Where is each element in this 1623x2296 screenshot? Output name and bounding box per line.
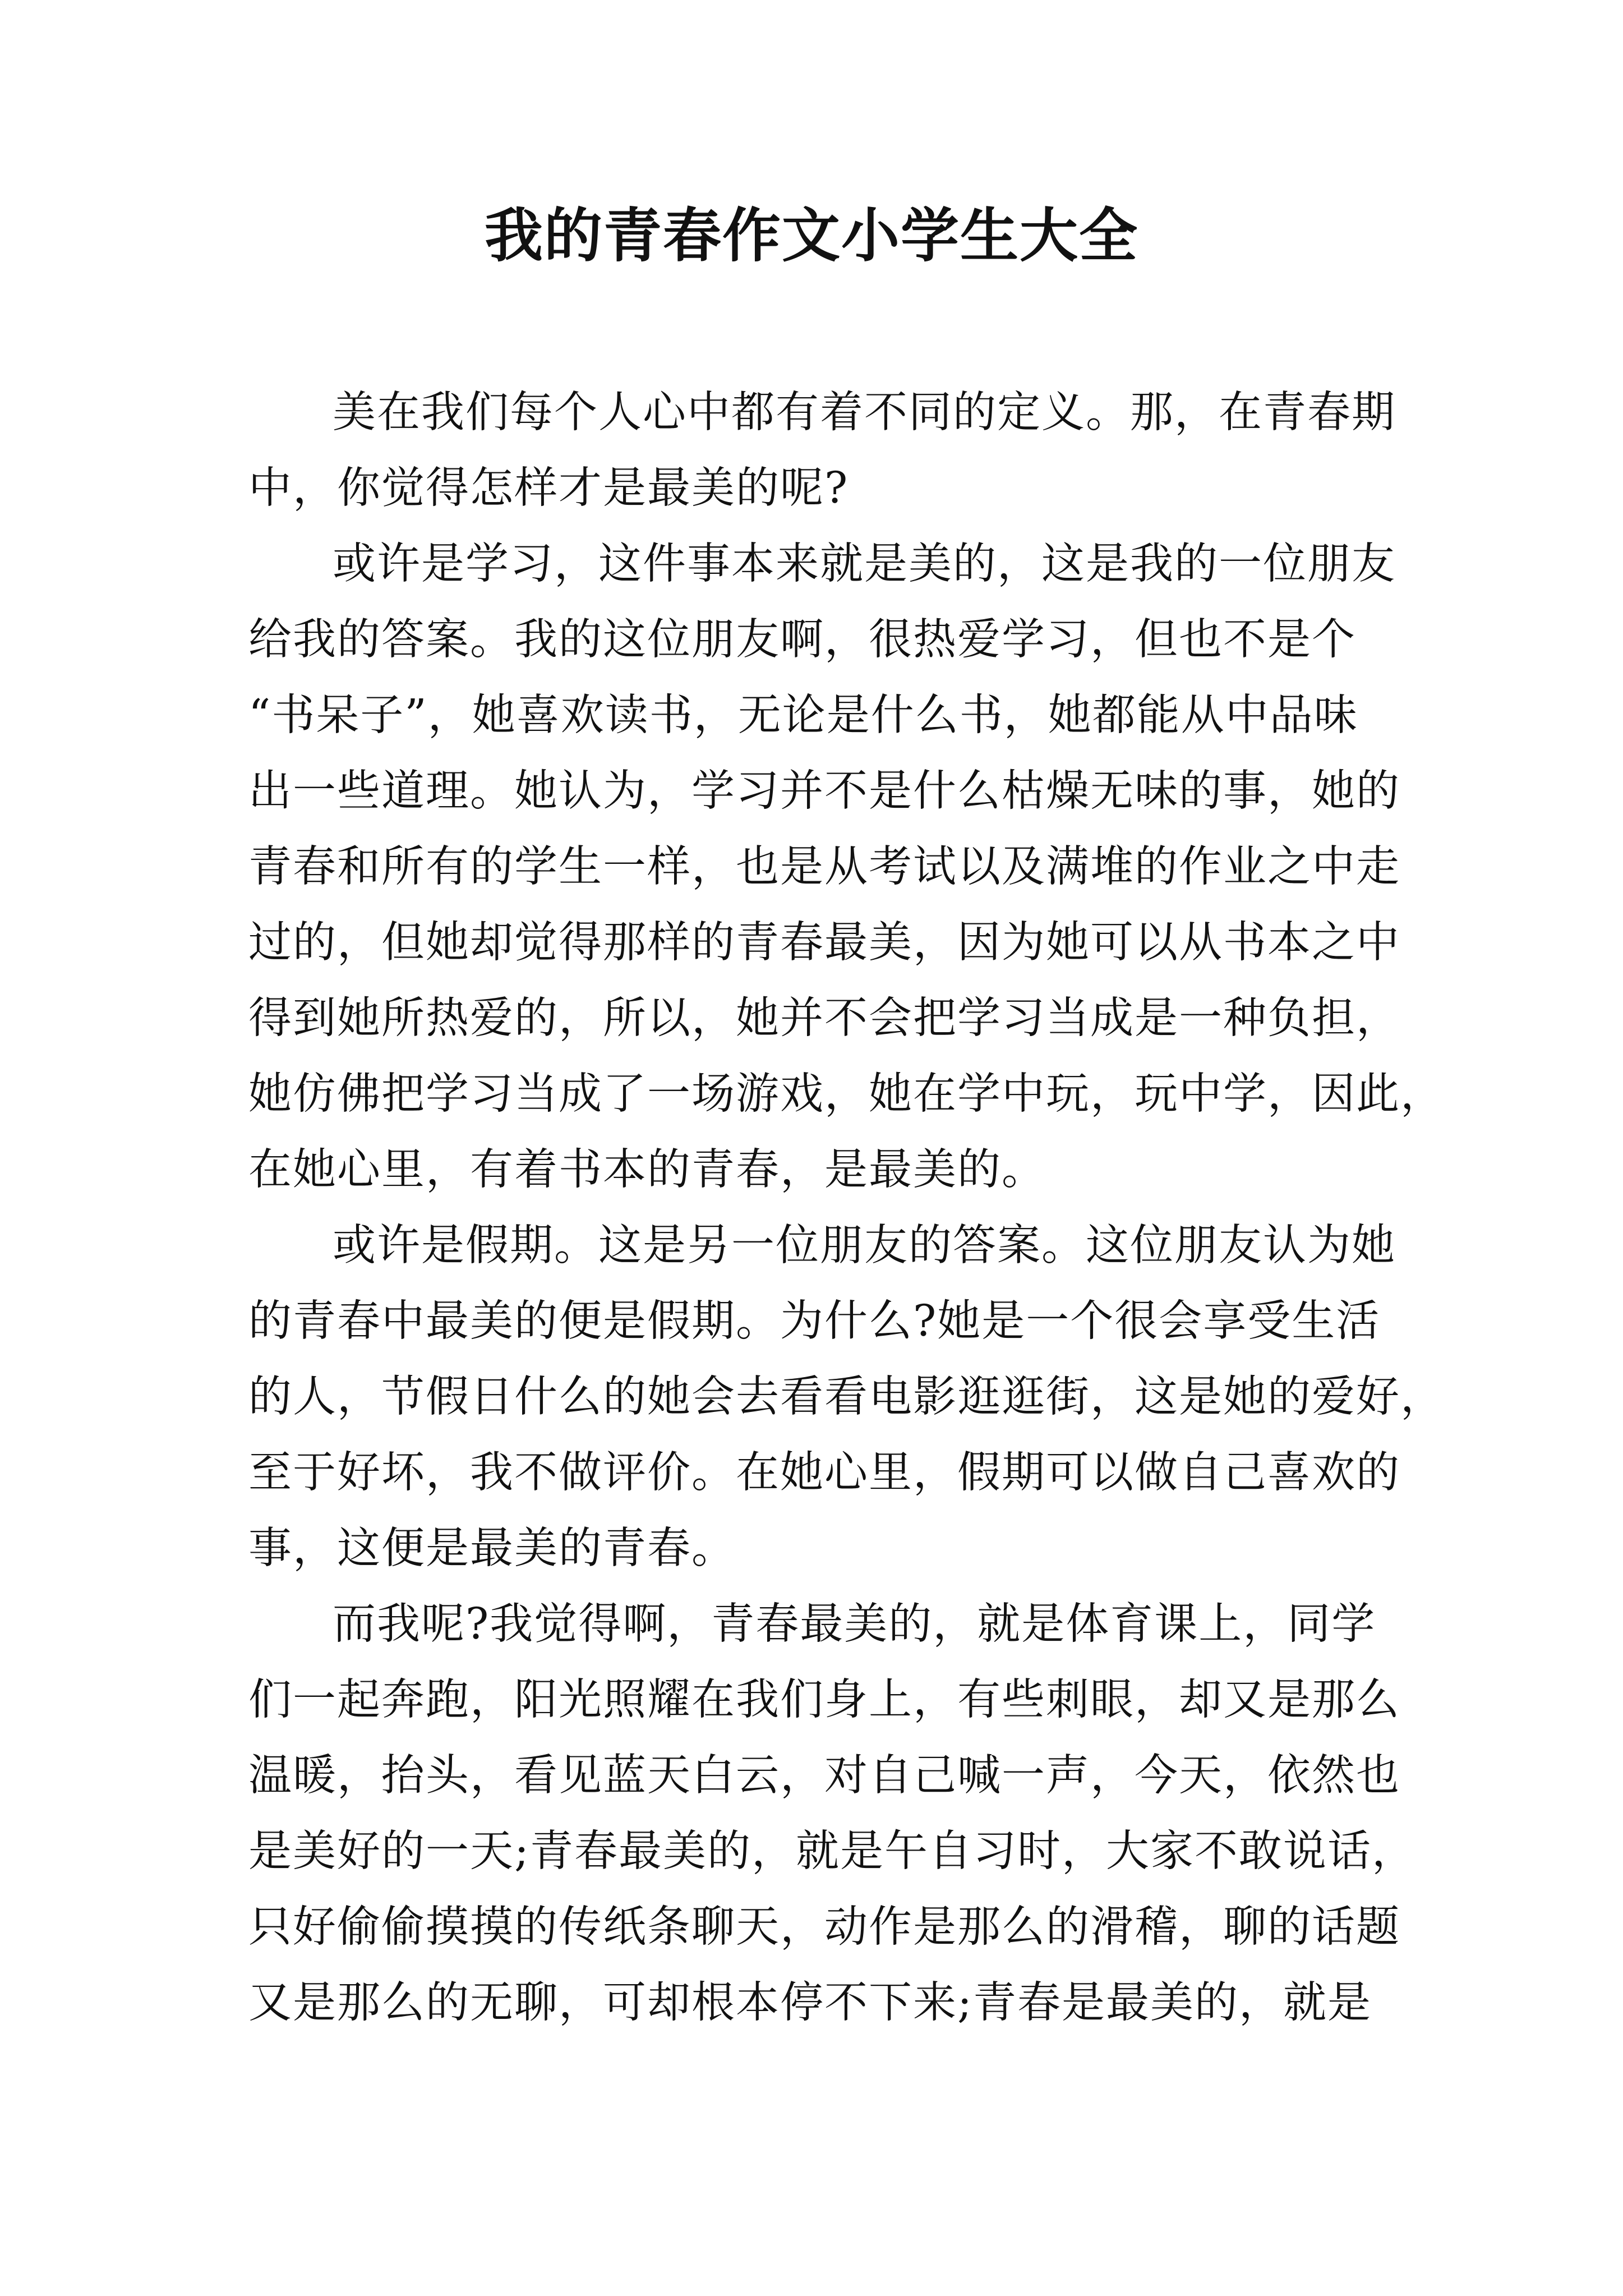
text-line: 得到她所热爱的，所以，她并不会把学习当成是一种负担， [248, 993, 1400, 1043]
text-line: 是美好的一天;青春最美的，就是午自习时，大家不敢说话， [248, 1826, 1416, 1876]
text-line: 又是那么的无聊，可却根本停不下来;青春是最美的，就是 [248, 1978, 1372, 2028]
text-line: “书呆子”，她喜欢读书，无论是什么书，她都能从中品味 [248, 691, 1358, 740]
text-line: 的青春中最美的便是假期。为什么?她是一个很会享受生活 [248, 1296, 1381, 1346]
text-line: 或许是学习，这件事本来就是美的，这是我的一位朋友 [333, 539, 1396, 589]
paragraph-4 [248, 1586, 1416, 2041]
text-line: 事，这便是最美的青春。 [248, 1524, 736, 1573]
text-line: 在她心里，有着书本的青春，是最美的。 [248, 1145, 1046, 1195]
text-line: 她仿佛把学习当成了一场游戏，她在学中玩，玩中学，因此， [248, 1069, 1445, 1119]
paragraph-3 [248, 1208, 1445, 1586]
text-line: 的人，节假日什么的她会去看看电影逛逛街，这是她的爱好， [248, 1372, 1445, 1422]
text-line: 过的，但她却觉得那样的青春最美，因为她可以从书本之中 [248, 918, 1400, 968]
paragraph-1 [248, 375, 1396, 526]
text-line: 只好偷偷摸摸的传纸条聊天，动作是那么的滑稽，聊的话题 [248, 1902, 1400, 1952]
text-line: 至于好坏，我不做评价。在她心里，假期可以做自己喜欢的 [248, 1448, 1400, 1498]
text-line: 出一些道理。她认为，学习并不是什么枯燥无味的事，她的 [248, 766, 1400, 816]
text-line: 们一起奔跑，阳光照耀在我们身上，有些刺眼，却又是那么 [248, 1675, 1400, 1725]
text-line: 或许是假期。这是另一位朋友的答案。这位朋友认为她 [333, 1221, 1396, 1271]
text-line: 中，你觉得怎样才是最美的呢? [248, 463, 849, 513]
paragraph-2 [248, 526, 1445, 1208]
document-title: 我的青春作文小学生大全 [484, 201, 1138, 270]
text-line: 给我的答案。我的这位朋友啊，很热爱学习，但也不是个 [248, 615, 1356, 665]
text-line: 而我呢?我觉得啊，青春最美的，就是体育课上，同学 [333, 1599, 1376, 1649]
text-line: 温暖，抬头，看见蓝天白云，对自己喊一声，今天，依然也 [248, 1751, 1400, 1801]
text-line: 青春和所有的学生一样，也是从考试以及满堆的作业之中走 [248, 842, 1400, 892]
document-body [248, 375, 1445, 2041]
text-line: 美在我们每个人心中都有着不同的定义。那，在青春期 [333, 388, 1396, 438]
